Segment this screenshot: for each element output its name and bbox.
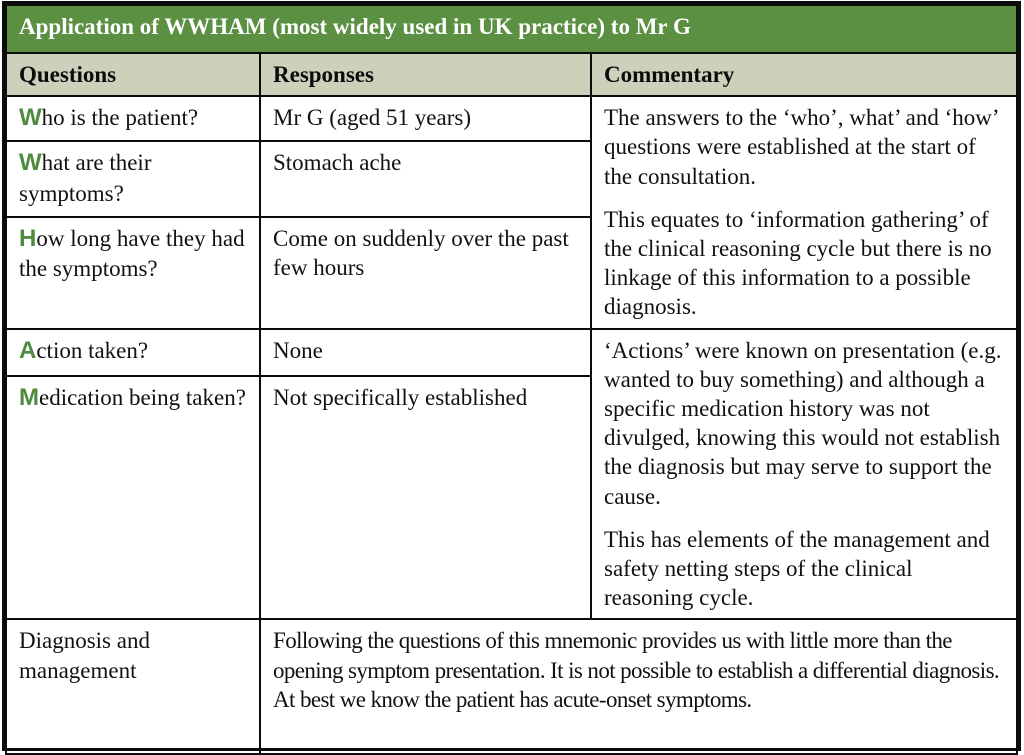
question-text: ction taken? [36,337,149,363]
footer-label-cell: Diagnosis and management [6,619,260,754]
response-cell-what: Stomach ache [260,141,591,216]
column-header-questions: Questions [6,53,260,96]
response-cell-how: Come on suddenly over the past few hours [260,217,591,329]
commentary-cell-bottom [591,329,1017,620]
question-cell-who [6,96,260,141]
question-text: ho is the patient? [41,105,199,131]
response-cell-action: None [260,329,591,376]
response-cell-medication: Not specifically established [260,376,591,620]
question-initial: W [19,149,42,177]
commentary-paragraph: This has elements of the management and safety netting steps of the clinical reasoning cycle. [604,526,990,611]
column-header-responses: Responses [260,53,591,96]
question-cell-what [6,141,260,216]
table-title: Application of WWHAM (most widely used in UK practice) to Mr G [6,5,1017,53]
footer-paragraph: Following the questions of this mnemonic provides us with little more than the opening symptom presentation. It is not possible to establish a differential diagnosis. At best we know the patient has acute-onset symptoms. [273,628,1000,712]
question-text: edication being taken? [39,384,246,410]
question-text: hat are their symptoms? [19,150,152,206]
commentary-paragraph: The answers to the ‘who’, what’ and ‘how’ questions were established at the start of the consultation. [604,105,998,189]
question-text: ow long have they had the symptoms? [19,225,245,282]
commentary-cell-top [591,96,1017,328]
question-initial: A [19,336,37,364]
commentary-paragraph: ‘Actions’ were known on presentation (e.g. wanted to buy something) and although a specific medication history was not divulged, knowing this would not establish the diagnosis but may serve to support the cause. [604,337,1002,509]
question-cell-how [6,217,260,329]
question-initial: H [19,224,37,252]
question-initial: W [19,104,42,132]
table-row [6,96,1017,141]
question-cell-medication [6,376,260,620]
question-cell-action [6,329,260,376]
wwham-table [5,4,1018,755]
table-row [6,329,1017,376]
commentary-paragraph: This equates to ‘information gathering’ of the clinical reasoning cycle but there is no linkage of this information to a possible diagnosis. [604,206,992,320]
question-initial: M [19,383,39,411]
response-cell-who: Mr G (aged 51 years) [260,96,591,141]
column-header-commentary: Commentary [591,53,1017,96]
table-row [6,619,1017,754]
footer-text-cell [260,619,1017,754]
